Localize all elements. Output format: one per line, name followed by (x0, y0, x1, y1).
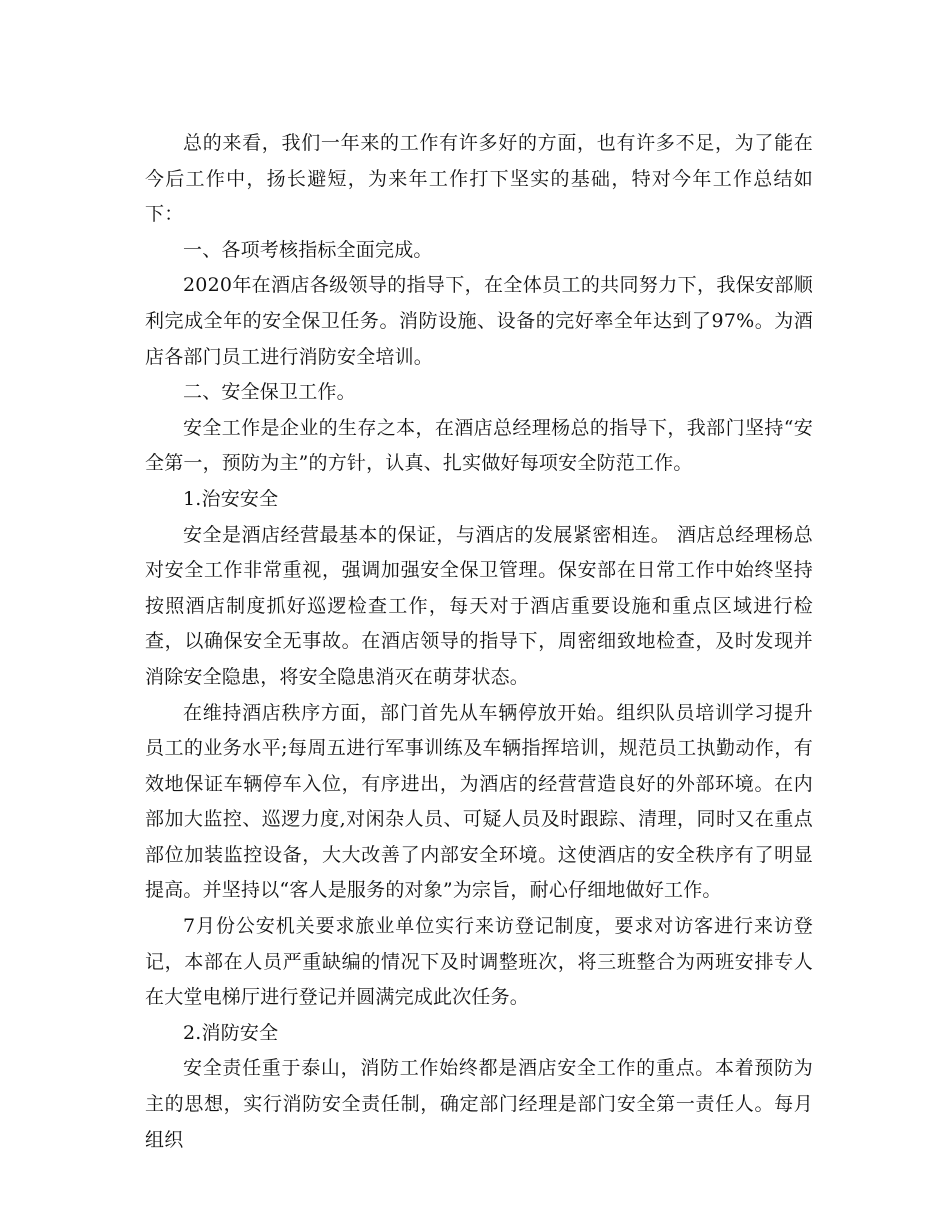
security-paragraph-1: 安全是酒店经营最基本的保证，与酒店的发展紧密相连。 酒店总经理杨总对安全工作非常重视，强调加强安全保卫管理。保安部在日常工作中始终坚持按照酒店制度抓好巡逻检查工作，每天对于酒店重要设施和重点区域进行检查，以确保安全无事故。在酒店领导的指导下，周密细致地检查，及时发现并消除安全隐患，将安全隐患消灭在萌芽状态。 (145, 523, 813, 688)
section-2-intro-paragraph: 安全工作是企业的生存之本，在酒店总经理杨总的指导下，我部门坚持“安全第一，预防为主”的方针，认真、扎实做好每项安全防范工作。 (145, 416, 813, 475)
fire-paragraph: 安全责任重于泰山，消防工作始终都是酒店安全工作的重点。本着预防为主的思想，实行消防安全责任制，确定部门经理是部门安全第一责任人。每月组织 (145, 1057, 813, 1151)
intro-paragraph: 总的来看，我们一年来的工作有许多好的方面，也有许多不足，为了能在今后工作中，扬长避短，为来年工作打下坚实的基础，特对今年工作总结如下： (145, 132, 813, 226)
security-paragraph-2: 在维持酒店秩序方面，部门首先从车辆停放开始。组织队员培训学习提升员工的业务水平;每周五进行军事训练及车辆指挥培训，规范员工执勤动作，有效地保证车辆停车入位，有序进出，为酒店的经营营造良好的外部环境。在内部加大监控、巡逻力度,对闲杂人员、可疑人员及时跟踪、清理，同时又在重点部位加装监控设备，大大改善了内部安全环境。这使酒店的安全秩序有了明显提高。并坚持以“客人是服务的对象”为宗旨，耐心仔细地做好工作。 (145, 701, 813, 902)
security-paragraph-3: 7月份公安机关要求旅业单位实行来访登记制度，要求对访客进行来访登记，本部在人员严重缺编的情况下及时调整班次，将三班整合为两班安排专人在大堂电梯厅进行登记并圆满完成此次任务。 (145, 915, 813, 1009)
document-page (145, 126, 813, 1158)
section-heading-2: 二、安全保卫工作。 (183, 381, 356, 404)
section-1-paragraph: 2020年在酒店各级领导的指导下，在全体员工的共同努力下，我保安部顺利完成全年的安全保卫任务。消防设施、设备的完好率全年达到了97%。为酒店各部门员工进行消防安全培训。 (145, 274, 813, 368)
section-heading-1: 一、各项考核指标全面完成。 (183, 238, 433, 261)
subsection-heading-fire: 2.消防安全 (183, 1021, 279, 1044)
subsection-heading-security: 1.治安安全 (183, 487, 279, 510)
